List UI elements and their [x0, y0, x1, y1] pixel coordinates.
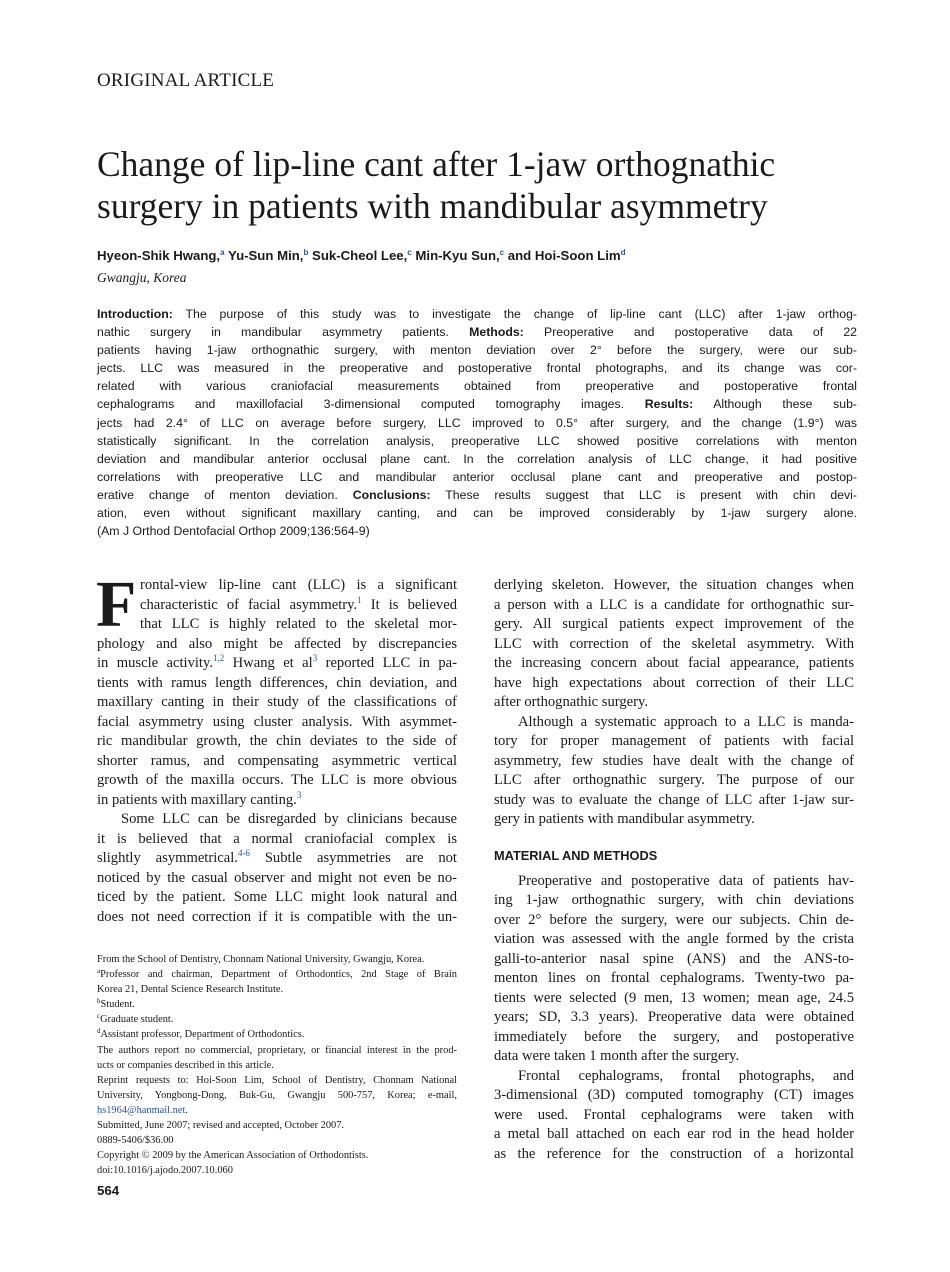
- text-run: The authors report no commercial, proprietary, or financial interest in the prod-: [97, 1044, 457, 1056]
- affiliation-marker: c: [407, 248, 412, 257]
- body-line: [97, 810, 457, 830]
- text-run: the increasing concern about facial appearance, patients: [494, 655, 854, 672]
- text-run: after orthognathic surgery.: [494, 694, 648, 711]
- text-run: data were taken 1 month after the surgery.: [494, 1048, 740, 1065]
- body-line: [494, 615, 854, 635]
- text-run: a person with a LLC is a candidate for orthognathic sur-: [494, 596, 854, 613]
- text-run: University, Yongbong-Dong, Buk-Gu, Gwangju 500-757, Korea; e-mail,: [97, 1089, 457, 1101]
- text-run: Korea 21, Dental Science Research Institute.: [97, 984, 284, 996]
- body-line: [494, 950, 854, 970]
- body-line: [97, 693, 457, 713]
- text-run: slightly asymmetrical.: [97, 850, 238, 867]
- text-run: maxillary canting in their study of the classifications of: [97, 694, 457, 711]
- abstract-line: [97, 522, 857, 540]
- footnote-line: [97, 1133, 457, 1148]
- body-column-left: [96, 568, 458, 927]
- text-run: derlying skeleton. However, the situation changes when: [494, 577, 854, 593]
- text-run: Student.: [100, 999, 135, 1011]
- text-run: in patients with maxillary canting.: [97, 791, 297, 808]
- text-run: jects had 2.4° of LLC on average before surgery, LLC improved to 0.5° after surgery, and the change (1.9°) was: [97, 415, 857, 430]
- body-line: [494, 732, 854, 752]
- text-run: Graduate student.: [100, 1014, 174, 1026]
- text-run: rontal-view lip-line cant (LLC) is a significant: [140, 577, 457, 593]
- citation-superscript: b: [97, 997, 101, 1006]
- text-run: Frontal cephalograms, frontal photographs, and: [518, 1067, 854, 1084]
- affiliation-marker: a: [220, 248, 225, 257]
- body-line: [494, 911, 854, 931]
- body-column-right: [494, 576, 854, 1164]
- abstract-line: [97, 323, 857, 341]
- author-name: Yu-Sun Min,: [228, 248, 304, 263]
- citation-superscript: 3: [312, 653, 318, 664]
- text-run: ing 1-jaw orthognathic surgery, with chin deviations: [494, 892, 854, 909]
- body-line: [97, 674, 457, 694]
- text-run: (Am J Orthod Dentofacial Orthop 2009;136:564-9): [97, 524, 370, 539]
- footnote-line: [97, 967, 457, 982]
- text-run: These results suggest that LLC is present with chin devi-: [430, 487, 857, 502]
- text-run: ucts or companies described in this article.: [97, 1059, 274, 1071]
- text-run: shorter ramus, and compensating asymmetric vertical: [97, 752, 457, 769]
- text-run: patients having 1-jaw orthognathic surgery, with menton deviation over 2° before the surgery, were our sub-: [97, 343, 857, 358]
- affiliation-marker: b: [303, 248, 309, 257]
- abstract-line: [97, 377, 857, 395]
- text-run: tory for proper management of patients with facial: [494, 733, 854, 750]
- body-line: [494, 635, 854, 655]
- text-run: Some LLC can be disregarded by clinicians because: [121, 811, 457, 828]
- text-run: were used. Frontal cephalograms were taken with: [494, 1106, 854, 1123]
- text-run: menton lines on frontal cephalograms. Twenty-two pa-: [494, 970, 854, 987]
- abstract-heading: Introduction:: [97, 307, 173, 321]
- affiliation-marker: c: [499, 248, 505, 257]
- body-line: [97, 732, 457, 752]
- title-line: surgery in patients with mandibular asymmetry: [97, 186, 768, 226]
- text-run: growth of the maxilla occurs. The LLC is more obvious: [97, 772, 457, 789]
- citation-superscript: 4-6: [237, 848, 250, 859]
- text-run: phology and also might be affected by discrepancies: [97, 635, 457, 652]
- footnote-line: [97, 1043, 457, 1058]
- body-line: [97, 869, 457, 889]
- body-line: [494, 1145, 854, 1165]
- text-run: characteristic of facial asymmetry.: [140, 596, 358, 613]
- author-name: Hyeon-Shik Hwang,: [97, 248, 221, 263]
- body-line: [97, 752, 457, 772]
- footnote-line: [97, 982, 457, 997]
- text-run: ticed by the patient. Some LLC might look natural and: [97, 889, 457, 906]
- body-line: [494, 969, 854, 989]
- abstract-line: [97, 341, 857, 359]
- text-run: ation, even without significant maxillary canting, and can be improved considerably by 1-jaw surgery alone.: [97, 506, 857, 521]
- section-label: ORIGINAL ARTICLE: [97, 70, 275, 91]
- text-run: statistically significant. In the correlation analysis, preoperative LLC showed positive correlations with menton: [97, 433, 857, 448]
- text-run: gery in patients with mandibular asymmetry.: [494, 811, 755, 828]
- body-line: [494, 771, 854, 791]
- text-run: gery. All surgical patients expect improvement of the: [494, 616, 854, 633]
- abstract-line: [97, 450, 857, 468]
- text-run: Preoperative and postoperative data of patients hav-: [518, 872, 854, 889]
- abstract: [97, 305, 857, 540]
- footnote-line: [97, 952, 457, 967]
- text-run: years; SD, 3.3 years). Preoperative data were obtained: [494, 1009, 854, 1026]
- body-line: [494, 1008, 854, 1028]
- title-line: Change of lip-line cant after 1-jaw orthognathic: [97, 144, 776, 184]
- author-list: [97, 248, 626, 263]
- affiliation-marker: d: [620, 248, 626, 257]
- footnote-line: [97, 1148, 457, 1163]
- body-line: [494, 791, 854, 811]
- body-line: [97, 654, 457, 674]
- body-line: [494, 1047, 854, 1067]
- body-line: [97, 635, 457, 655]
- article-title: [97, 143, 887, 227]
- citation-superscript: 1,2: [212, 653, 225, 664]
- body-line: [494, 989, 854, 1009]
- article-footnotes: [97, 952, 457, 1178]
- text-run: The purpose of this study was to investigate the change of lip-line cant (LLC) after 1-jaw orthog-: [172, 307, 857, 321]
- abstract-heading: Methods:: [469, 325, 524, 340]
- text-run: ric mandibular growth, the chin deviates to the side of: [97, 733, 457, 750]
- text-run: It is believed: [361, 596, 458, 613]
- text-run: correlations with preoperative LLC and mandibular anterior occlusal plane cant and preoperative and postop-: [97, 469, 857, 484]
- text-run: 3-dimensional (3D) computed tomography (CT) images: [494, 1087, 854, 1104]
- text-run: doi:10.1016/j.ajodo.2007.10.060: [97, 1165, 233, 1177]
- text-run: jects. LLC was measured in the preoperative and postoperative frontal photographs, and its change was cor-: [97, 361, 857, 376]
- footnote-line: [97, 997, 457, 1012]
- text-run: Reprint requests to: Hoi-Soon Lim, School of Dentistry, Chonnam National: [97, 1074, 457, 1086]
- body-line: [494, 1067, 854, 1087]
- text-run: cephalograms and maxillofacial 3-dimensional computed tomography images.: [97, 397, 645, 412]
- section-heading-methods: MATERIAL AND METHODS: [494, 847, 658, 863]
- body-line: [97, 849, 457, 869]
- right-column-methods: [494, 872, 854, 1165]
- body-line: [494, 930, 854, 950]
- body-line: [97, 596, 457, 616]
- text-run: have high expectations about correction of their LLC: [494, 674, 854, 691]
- body-line: [494, 1028, 854, 1048]
- body-line: [494, 596, 854, 616]
- text-run: galli-to-anterior nasal spine (ANS) and the ANS-to-: [494, 950, 854, 967]
- body-line: [494, 674, 854, 694]
- body-line: [97, 908, 457, 928]
- author-name: and Hoi-Soon Lim: [507, 248, 621, 263]
- footnote-line: [97, 1012, 457, 1027]
- author-location: Gwangju, Korea: [97, 270, 187, 285]
- text-run: over 2° before the surgery, were our subjects. Chin de-: [494, 911, 854, 928]
- abstract-line: [97, 414, 857, 432]
- text-run: From the School of Dentistry, Chonnam National University, Gwangju, Korea.: [97, 954, 425, 965]
- text-run: asymmetry, few studies have dealt with the change of: [494, 752, 854, 769]
- text-run: does not need correction if it is compatible with the un-: [97, 908, 457, 925]
- body-line: [494, 891, 854, 911]
- citation-superscript: 3: [296, 789, 302, 800]
- text-run: related with various craniofacial measurements obtained from preoperative and postoperative frontal: [97, 379, 857, 394]
- text-run: Assistant professor, Department of Orthodontics.: [100, 1029, 305, 1041]
- text-run: erative change of menton deviation.: [97, 487, 353, 502]
- text-run: deviation and mandibular anterior occlusal plane cant. In the correlation analysis of LLC change, it had positive: [97, 451, 857, 466]
- citation-superscript: c: [97, 1012, 101, 1021]
- text-run: as the reference for the construction of a horizontal: [494, 1145, 854, 1162]
- body-line: [97, 791, 457, 811]
- right-column-intro: [494, 576, 854, 830]
- text-run: study was to evaluate the change of LLC after 1-jaw sur-: [494, 791, 854, 808]
- text-run: Submitted, June 2007; revised and accepted, October 2007.: [97, 1120, 345, 1132]
- text-run: it is believed that a normal craniofacial complex is: [97, 830, 457, 847]
- footnote-line: [97, 1027, 457, 1042]
- drop-cap: F: [96, 568, 137, 641]
- text-run: tients with ramus length differences, chin deviation, and: [97, 674, 457, 691]
- body-line: [494, 752, 854, 772]
- abstract-line: [97, 305, 857, 323]
- footnote-line: [97, 1118, 457, 1133]
- page-number: 564: [97, 1183, 120, 1198]
- body-line: [494, 654, 854, 674]
- body-line: [494, 1086, 854, 1106]
- body-line: [494, 872, 854, 892]
- text-run: LLC after orthognathic surgery. The purpose of our: [494, 772, 854, 789]
- text-run: tients were selected (9 men, 13 women; mean age, 24.5: [494, 989, 854, 1006]
- text-run: Hwang et al: [224, 655, 313, 672]
- abstract-heading: Conclusions:: [352, 487, 431, 502]
- footnote-line: [97, 1088, 457, 1103]
- text-run: Although a systematic approach to a LLC is manda-: [518, 713, 854, 730]
- citation-superscript: 1: [357, 594, 362, 605]
- body-line: [97, 713, 457, 733]
- text-run: that LLC is highly related to the skeletal mor-: [140, 616, 457, 633]
- text-run: Although these sub-: [693, 397, 858, 412]
- text-run: immediately before the surgery, and postoperative: [494, 1028, 854, 1045]
- body-line: [494, 810, 854, 830]
- abstract-line: [97, 432, 857, 450]
- text-run: LLC with correction of the skeletal asymmetry. With: [494, 635, 854, 652]
- body-line: [97, 771, 457, 791]
- body-line: [97, 615, 457, 635]
- abstract-line: [97, 395, 857, 413]
- email-link[interactable]: hs1964@hanmail.net: [97, 1104, 186, 1116]
- citation-superscript: a: [97, 967, 101, 976]
- text-run: reported LLC in pa-: [317, 655, 457, 672]
- author-name: Min-Kyu Sun,: [415, 248, 500, 263]
- text-run: .: [185, 1104, 188, 1116]
- text-run: 0889-5406/$36.00: [97, 1135, 174, 1147]
- body-line: [494, 576, 854, 596]
- abstract-line: [97, 486, 857, 504]
- abstract-heading: Results:: [644, 397, 694, 412]
- footnote-line: [97, 1058, 457, 1073]
- abstract-line: [97, 504, 857, 522]
- footnote-line: [97, 1103, 457, 1118]
- body-line: [494, 1106, 854, 1126]
- body-line: [97, 576, 457, 596]
- abstract-line: [97, 468, 857, 486]
- text-run: Professor and chairman, Department of Orthodontics, 2nd Stage of Brain: [100, 969, 457, 981]
- footnote-line: [97, 1163, 457, 1178]
- text-run: a metal ball attached on each ear rod in the head holder: [494, 1126, 854, 1143]
- body-line: [494, 713, 854, 733]
- body-line: [494, 693, 854, 713]
- author-name: Suk-Cheol Lee,: [312, 248, 408, 263]
- abstract-line: [97, 359, 857, 377]
- body-line: [97, 830, 457, 850]
- citation-superscript: d: [97, 1027, 101, 1036]
- text-run: nathic surgery in mandibular asymmetry patients.: [97, 325, 470, 340]
- text-run: noticed by the casual observer and might not even be no-: [97, 869, 457, 886]
- body-line: [494, 1125, 854, 1145]
- text-run: facial asymmetry using cluster analysis. With asymmet-: [97, 713, 457, 730]
- text-run: Subtle asymmetries are not: [249, 850, 457, 867]
- footnote-line: [97, 1073, 457, 1088]
- body-line: [97, 888, 457, 908]
- text-run: in muscle activity.: [97, 655, 213, 672]
- text-run: Preoperative and postoperative data of 22: [523, 325, 857, 340]
- text-run: viation was assessed with the angle formed by the crista: [494, 931, 854, 948]
- text-run: Copyright © 2009 by the American Association of Orthodontists.: [97, 1150, 369, 1162]
